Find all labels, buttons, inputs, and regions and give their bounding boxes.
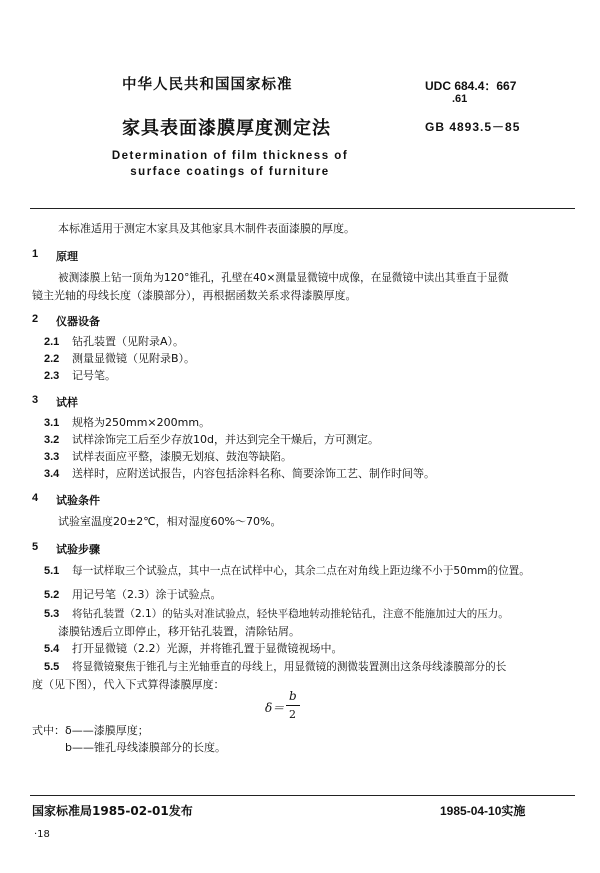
fraction-bar (286, 705, 300, 706)
item-text: 试样表面应平整，漆膜无划痕、鼓泡等缺陷。 (72, 450, 292, 463)
section-5-title: 试验步骤 (56, 543, 100, 556)
item-text: 每一试样取三个试验点，其中一点在试样中心，其余二点在对角线上距边缘不小于50mm的位置。 (72, 565, 530, 577)
udc-code-continued: .61 (452, 93, 468, 105)
section-3-title: 试样 (56, 396, 78, 409)
formula-legend-prefix: 式中： (32, 724, 65, 737)
formula-legend-delta: δ——漆膜厚度； (65, 724, 149, 737)
document-title: 家具表面漆膜厚度测定法 (122, 118, 331, 139)
item-text-continued: 漆膜钻透后立即停止，移开钻孔装置，清除钻屑。 (58, 625, 300, 638)
item-text: 测量显微镜（见附录B）。 (72, 352, 196, 365)
thickness-formula (265, 689, 305, 725)
item-number: 3.1 (44, 417, 60, 429)
item-number: 3.4 (44, 468, 60, 480)
formula-denominator: 2 (289, 708, 296, 721)
item-number: 5.5 (44, 661, 60, 673)
section-4-number: 4 (32, 492, 39, 504)
english-title-line-1: Determination of film thickness of (111, 150, 349, 162)
item-text: 规格为250mm×200mm。 (72, 416, 211, 429)
page-number: ·18 (34, 829, 50, 840)
item-number: 5.2 (44, 589, 60, 601)
item-text-continued: 度（见下图），代入下式算得漆膜厚度： (32, 678, 225, 691)
item-text: 钻孔装置（见附录A）。 (72, 335, 185, 348)
item-text: 将钻孔装置（2.1）的钻头对准试验点，轻快平稳地转动推轮钻孔，注意不能施加过大的压力。 (72, 608, 509, 620)
header-divider (30, 208, 575, 209)
section-2-title: 仪器设备 (56, 315, 100, 328)
section-5-number: 5 (32, 541, 39, 553)
section-2-number: 2 (32, 313, 39, 325)
udc-code: UDC 684.4：667 (425, 79, 517, 93)
item-number: 2.2 (44, 353, 60, 365)
national-standard-label: 中华人民共和国国家标准 (122, 77, 293, 93)
principle-text-line-1: 被测漆膜上钻一顶角为120°锥孔，孔壁在40×测量显微镜中成像，在显微镜中读出其垂直于显微 (58, 272, 509, 284)
section-1-number: 1 (32, 248, 39, 260)
english-title-line-2: surface coatings of furniture (130, 166, 330, 178)
test-conditions-text: 试验室温度20±2℃，相对湿度60%～70%。 (58, 515, 282, 528)
item-text: 送样时，应附送试报告，内容包括涂料名称、简要涂饰工艺、制作时间等。 (72, 467, 435, 480)
effective-date: 1985-04-10实施 (440, 804, 526, 818)
item-number: 3.3 (44, 451, 60, 463)
formula-numerator: b (289, 689, 297, 703)
item-number: 5.1 (44, 565, 60, 577)
item-text: 打开显微镜（2.2）光源，并将锥孔置于显微镜视场中。 (72, 642, 343, 655)
section-4-title: 试验条件 (56, 494, 100, 507)
formula-legend-b: b——锥孔母线漆膜部分的长度。 (65, 741, 226, 754)
item-number: 5.4 (44, 643, 60, 655)
item-text: 用记号笔（2.3）涂于试验点。 (72, 588, 222, 601)
scope-paragraph: 本标准适用于测定木家具及其他家具木制件表面漆膜的厚度。 (58, 222, 355, 235)
item-text: 试样涂饰完工后至少存放10d，并达到完全干燥后，方可测定。 (72, 433, 379, 446)
item-text: 将显微镜聚焦于锥孔与主光轴垂直的母线上，用显微镜的测微装置测出这条母线漆膜部分的长 (72, 661, 507, 673)
item-number: 2.3 (44, 370, 60, 382)
item-number: 3.2 (44, 434, 60, 446)
item-text: 记号笔。 (72, 369, 116, 382)
section-1-title: 原理 (56, 250, 78, 263)
item-number: 2.1 (44, 336, 60, 348)
principle-text-line-2: 镜主光轴的母线长度（漆膜部分），再根据函数关系求得漆膜厚度。 (32, 289, 357, 302)
formula-lhs: δ＝ (265, 701, 285, 715)
section-3-number: 3 (32, 394, 39, 406)
footer-divider (30, 795, 575, 796)
item-number: 5.3 (44, 608, 60, 620)
standard-number: GB 4893.5－85 (425, 120, 521, 134)
issue-date: 国家标准局1985-02-01发布 (32, 804, 193, 818)
